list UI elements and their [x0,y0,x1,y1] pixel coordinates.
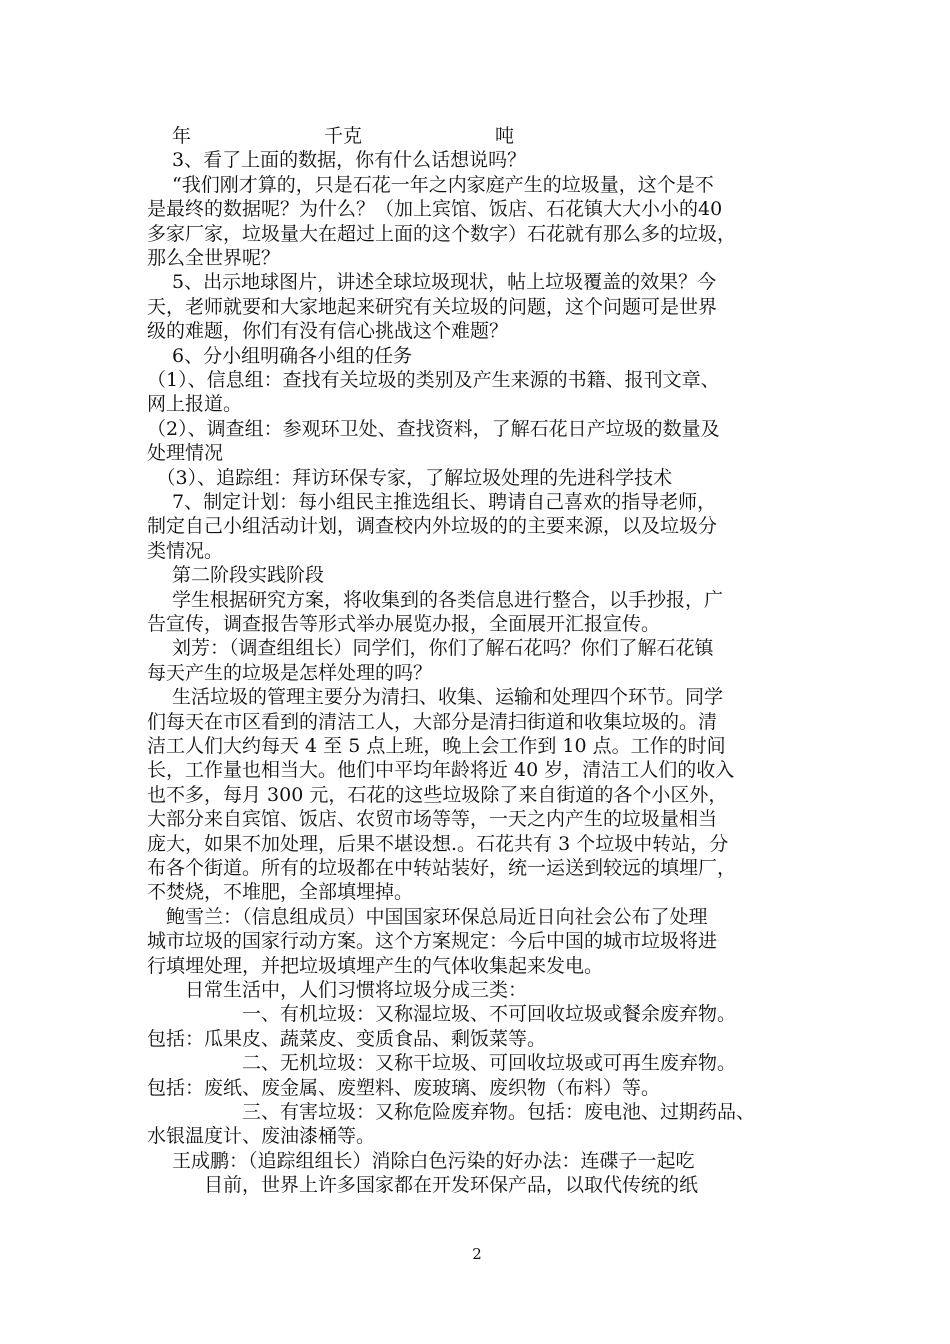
text-line: 类情况。 [147,539,224,562]
text-line: （1）、信息组：查找有关垃圾的类别及产生来源的书籍、报刊文章、 [147,369,720,391]
text-line: 每天产生的垃圾是怎样处理的吗？ [147,661,433,684]
text-line: 5、出示地球图片，讲述全球垃圾现状，帖上垃圾覆盖的效果？今 [147,271,717,294]
text-line: 3、看了上面的数据，你有什么话想说吗？ [147,149,527,172]
text-line: 日常生活中，人们习惯将垃圾分成三类： [147,979,528,1001]
text-line: 长，工作量也相当大。他们中平均年龄将近 40 岁，清洁工人们的收入 [147,759,735,782]
text-line: 年 千克 吨 [147,125,515,147]
text-line: 大部分来自宾馆、饭店、农贸市场等等，一天之内产生的垃圾量相当 [147,808,718,831]
text-line: 制定自己小组活动计划，调查校内外垃圾的的主要来源，以及垃圾分 [147,515,718,538]
text-line: 第二阶段实践阶段 [147,564,325,587]
text-line: 包括：废纸、废金属、废塑料、废玻璃、废织物（布料）等。 [147,1076,661,1099]
text-line: 目前，世界上许多国家都在开发环保产品，以取代传统的纸 [147,1174,699,1197]
text-line: 城市垃圾的国家行动方案。这个方案规定：今后中国的城市垃圾将进 [147,930,718,953]
text-line: 网上报道。 [147,393,243,416]
text-line: 学生根据研究方案，将收集到的各类信息进行整合，以手抄报，广 [147,588,724,611]
text-line: 刘芳：（调查组组长）同学们，你们了解石花吗？你们了解石花镇 [147,637,714,660]
text-line: 天，老师就要和大家地起来研究有关垃圾的问题，这个问题可是世界 [147,295,718,318]
text-line: 多家厂家，垃圾量大在超过上面的这个数字）石花就有那么多的垃圾， [147,222,737,245]
text-line: （2）、调查组：参观环卫处、查找资料，了解石花日产垃圾的数量及 [147,417,720,440]
page-number: 2 [472,1245,482,1263]
text-line: 庞大，如果不加处理，后果不堪设想.。石花共有 3 个垃圾中转站，分 [147,832,729,855]
text-line: 不焚烧，不堆肥，全部填埋掉。 [147,881,414,904]
text-line: （3）、追踪组：拜访环保专家，了解垃圾处理的先进科学技术 [147,466,673,489]
text-line: 是最终的数据呢？为什么？（加上宾馆、饭店、石花镇大大小小的40 [147,198,723,221]
text-line: 二、无机垃圾：又称干垃圾、可回收垃圾或可再生废弃物。 [147,1052,737,1075]
text-line: 告宣传，调查报告等形式举办展览办报，全面展开汇报宣传。 [147,613,661,635]
text-line: 生活垃圾的管理主要分为清扫、收集、运输和处理四个环节。同学 [147,686,724,709]
text-line: 7、制定计划：每小组民主推选组长、聘请自己喜欢的指导老师， [147,491,717,513]
text-line: 王成鹏：（追踪组组长）消除白色污染的好办法：连碟子一起吃 [147,1149,695,1172]
text-line: 们每天在市区看到的清洁工人，大部分是清扫街道和收集垃圾的。清 [147,710,718,733]
text-line: 处理情况 [147,442,224,465]
text-line: 6、分小组明确各小组的任务 [147,344,413,367]
text-line: 三、有害垃圾：又称危险废弃物。包括：废电池、过期药品、 [147,1101,756,1123]
text-line: 也不多，每月 300 元，石花的这些垃圾除了来自街道的各个小区外， [147,783,728,806]
text-line: 行填埋处理，并把垃圾填埋产生的气体收集起来发电。 [147,954,604,977]
text-line: 鲍雪兰：（信息组成员）中国国家环保总局近日向社会公布了处理 [147,905,708,928]
text-line: 水银温度计、废油漆桶等。 [147,1125,376,1148]
text-line: 一、有机垃圾：又称湿垃圾、不可回收垃圾或餐余废弃物。 [147,1003,737,1026]
text-line: 那么全世界呢？ [147,247,281,269]
text-line: 布各个街道。所有的垃圾都在中转站装好，统一运送到较远的填埋厂， [147,857,737,879]
text-line: 洁工人们大约每天 4 至 5 点上班，晚上会工作到 10 点。工作的时间 [147,735,726,757]
text-line: 级的难题，你们有没有信心挑战这个难题？ [147,320,509,343]
text-line: “我们刚才算的，只是石花一年之内家庭产生的垃圾量，这个是不 [147,173,714,196]
text-line: 包括：瓜果皮、蔬菜皮、变质食品、剩饭菜等。 [147,1027,547,1050]
